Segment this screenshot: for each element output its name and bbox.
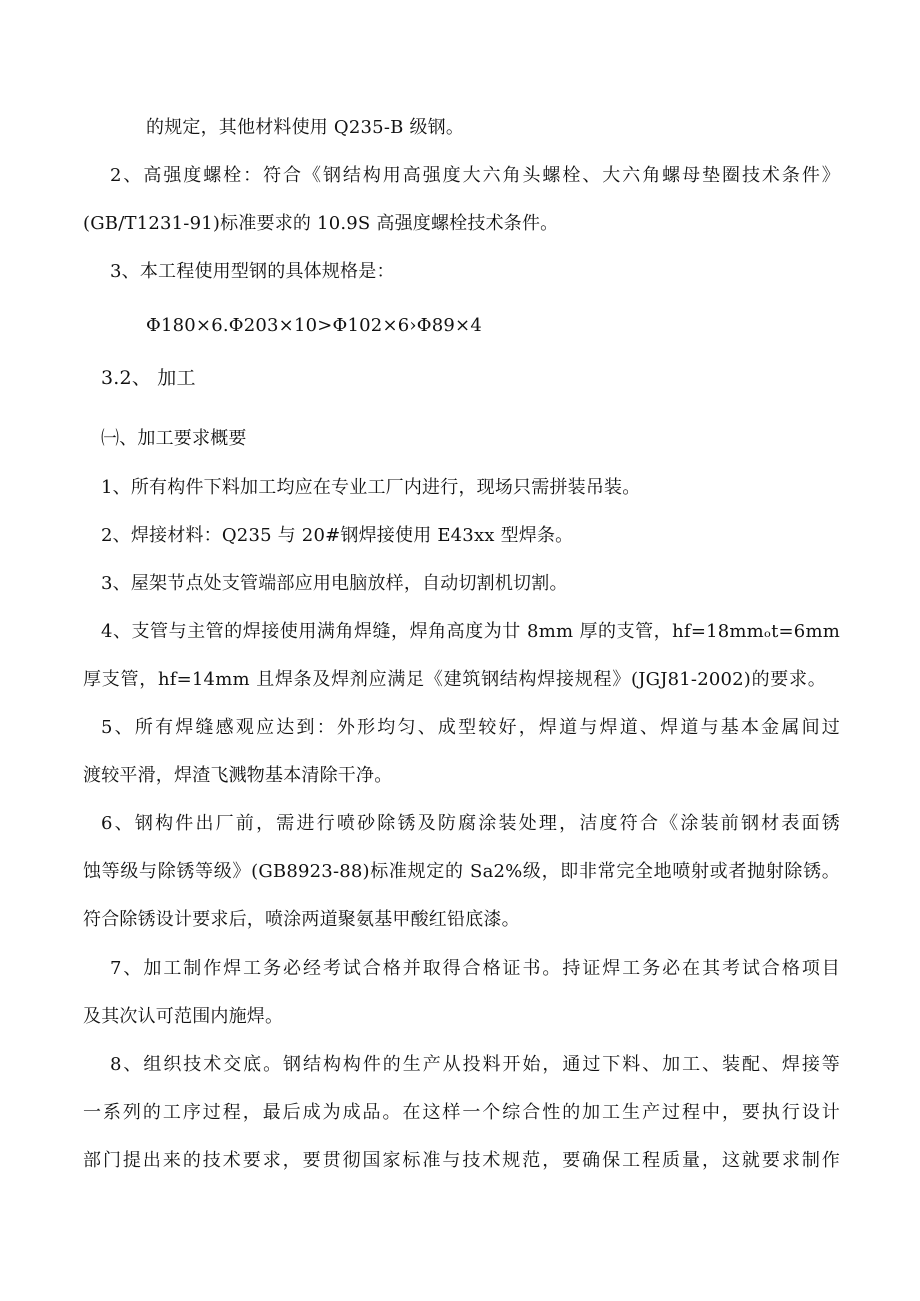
paragraph-line: (GB/T1231-91)标准要求的 10.9S 高强度螺栓技术条件。 — [83, 213, 559, 234]
paragraph-line: 蚀等级与除锈等级》(GB8923-88)标准规定的 Sa2%级，即非常完全地喷射或者抛射除锈。 — [83, 861, 840, 882]
paragraph-line: 5、所有焊缝感观应达到：外形均匀、成型较好，焊道与焊道、焊道与基本金属间过 — [101, 717, 840, 738]
paragraph-line: 2、焊接材料：Q235 与 20#钢焊接使用 E43xx 型焊条。 — [101, 525, 574, 546]
paragraph-line: 的规定，其他材料使用 Q235-B 级钢。 — [146, 117, 465, 138]
paragraph-line: 一系列的工序过程，最后成为成品。在这样一个综合性的加工生产过程中，要执行设计 — [83, 1102, 840, 1123]
paragraph-line: 7、加工制作焊工务必经考试合格并取得合格证书。持证焊工务必在其考试合格项目 — [110, 958, 840, 979]
spec-formula-line: Φ180×6.Φ203×10>Φ102×6›Φ89×4 — [146, 315, 482, 336]
paragraph-line: 符合除锈设计要求后，喷涂两道聚氨基甲酸红铅底漆。 — [83, 909, 520, 930]
paragraph-line: 6、钢构件出厂前，需进行喷砂除锈及防腐涂装处理，洁度符合《涂装前钢材表面锈 — [101, 813, 840, 834]
paragraph-line: 厚支管，hf=14mm 且焊条及焊剂应满足《建筑钢结构焊接规程》(JGJ81-2002)的要求。 — [83, 669, 826, 690]
section-heading: 3.2、 加工 — [101, 367, 196, 389]
paragraph-line: 1、所有构件下料加工均应在专业工厂内进行，现场只需拼装吊装。 — [101, 477, 641, 498]
paragraph-line: 8、组织技术交底。钢结构构件的生产从投料开始，通过下料、加工、装配、焊接等 — [110, 1054, 840, 1075]
paragraph-line: 3、屋架节点处支管端部应用电脑放样，自动切割机切割。 — [101, 573, 568, 594]
paragraph-line: 2、高强度螺栓：符合《钢结构用高强度大六角头螺栓、大六角螺母垫圈技术条件》 — [110, 165, 840, 186]
paragraph-line: 部门提出来的技术要求，要贯彻国家标准与技术规范，要确保工程质量，这就要求制作 — [83, 1150, 840, 1171]
paragraph-line: 4、支管与主管的焊接使用满角焊缝，焊角高度为廿 8mm 厚的支管，hf=18mmₒt=6mm — [101, 621, 840, 642]
paragraph-line: 及其次认可范围内施焊。 — [83, 1006, 284, 1027]
subsection-heading: ㈠、加工要求概要 — [101, 428, 247, 449]
paragraph-line: 3、本工程使用型钢的具体规格是： — [110, 261, 395, 282]
paragraph-line: 渡较平滑，焊渣飞溅物基本清除干净。 — [83, 765, 393, 786]
